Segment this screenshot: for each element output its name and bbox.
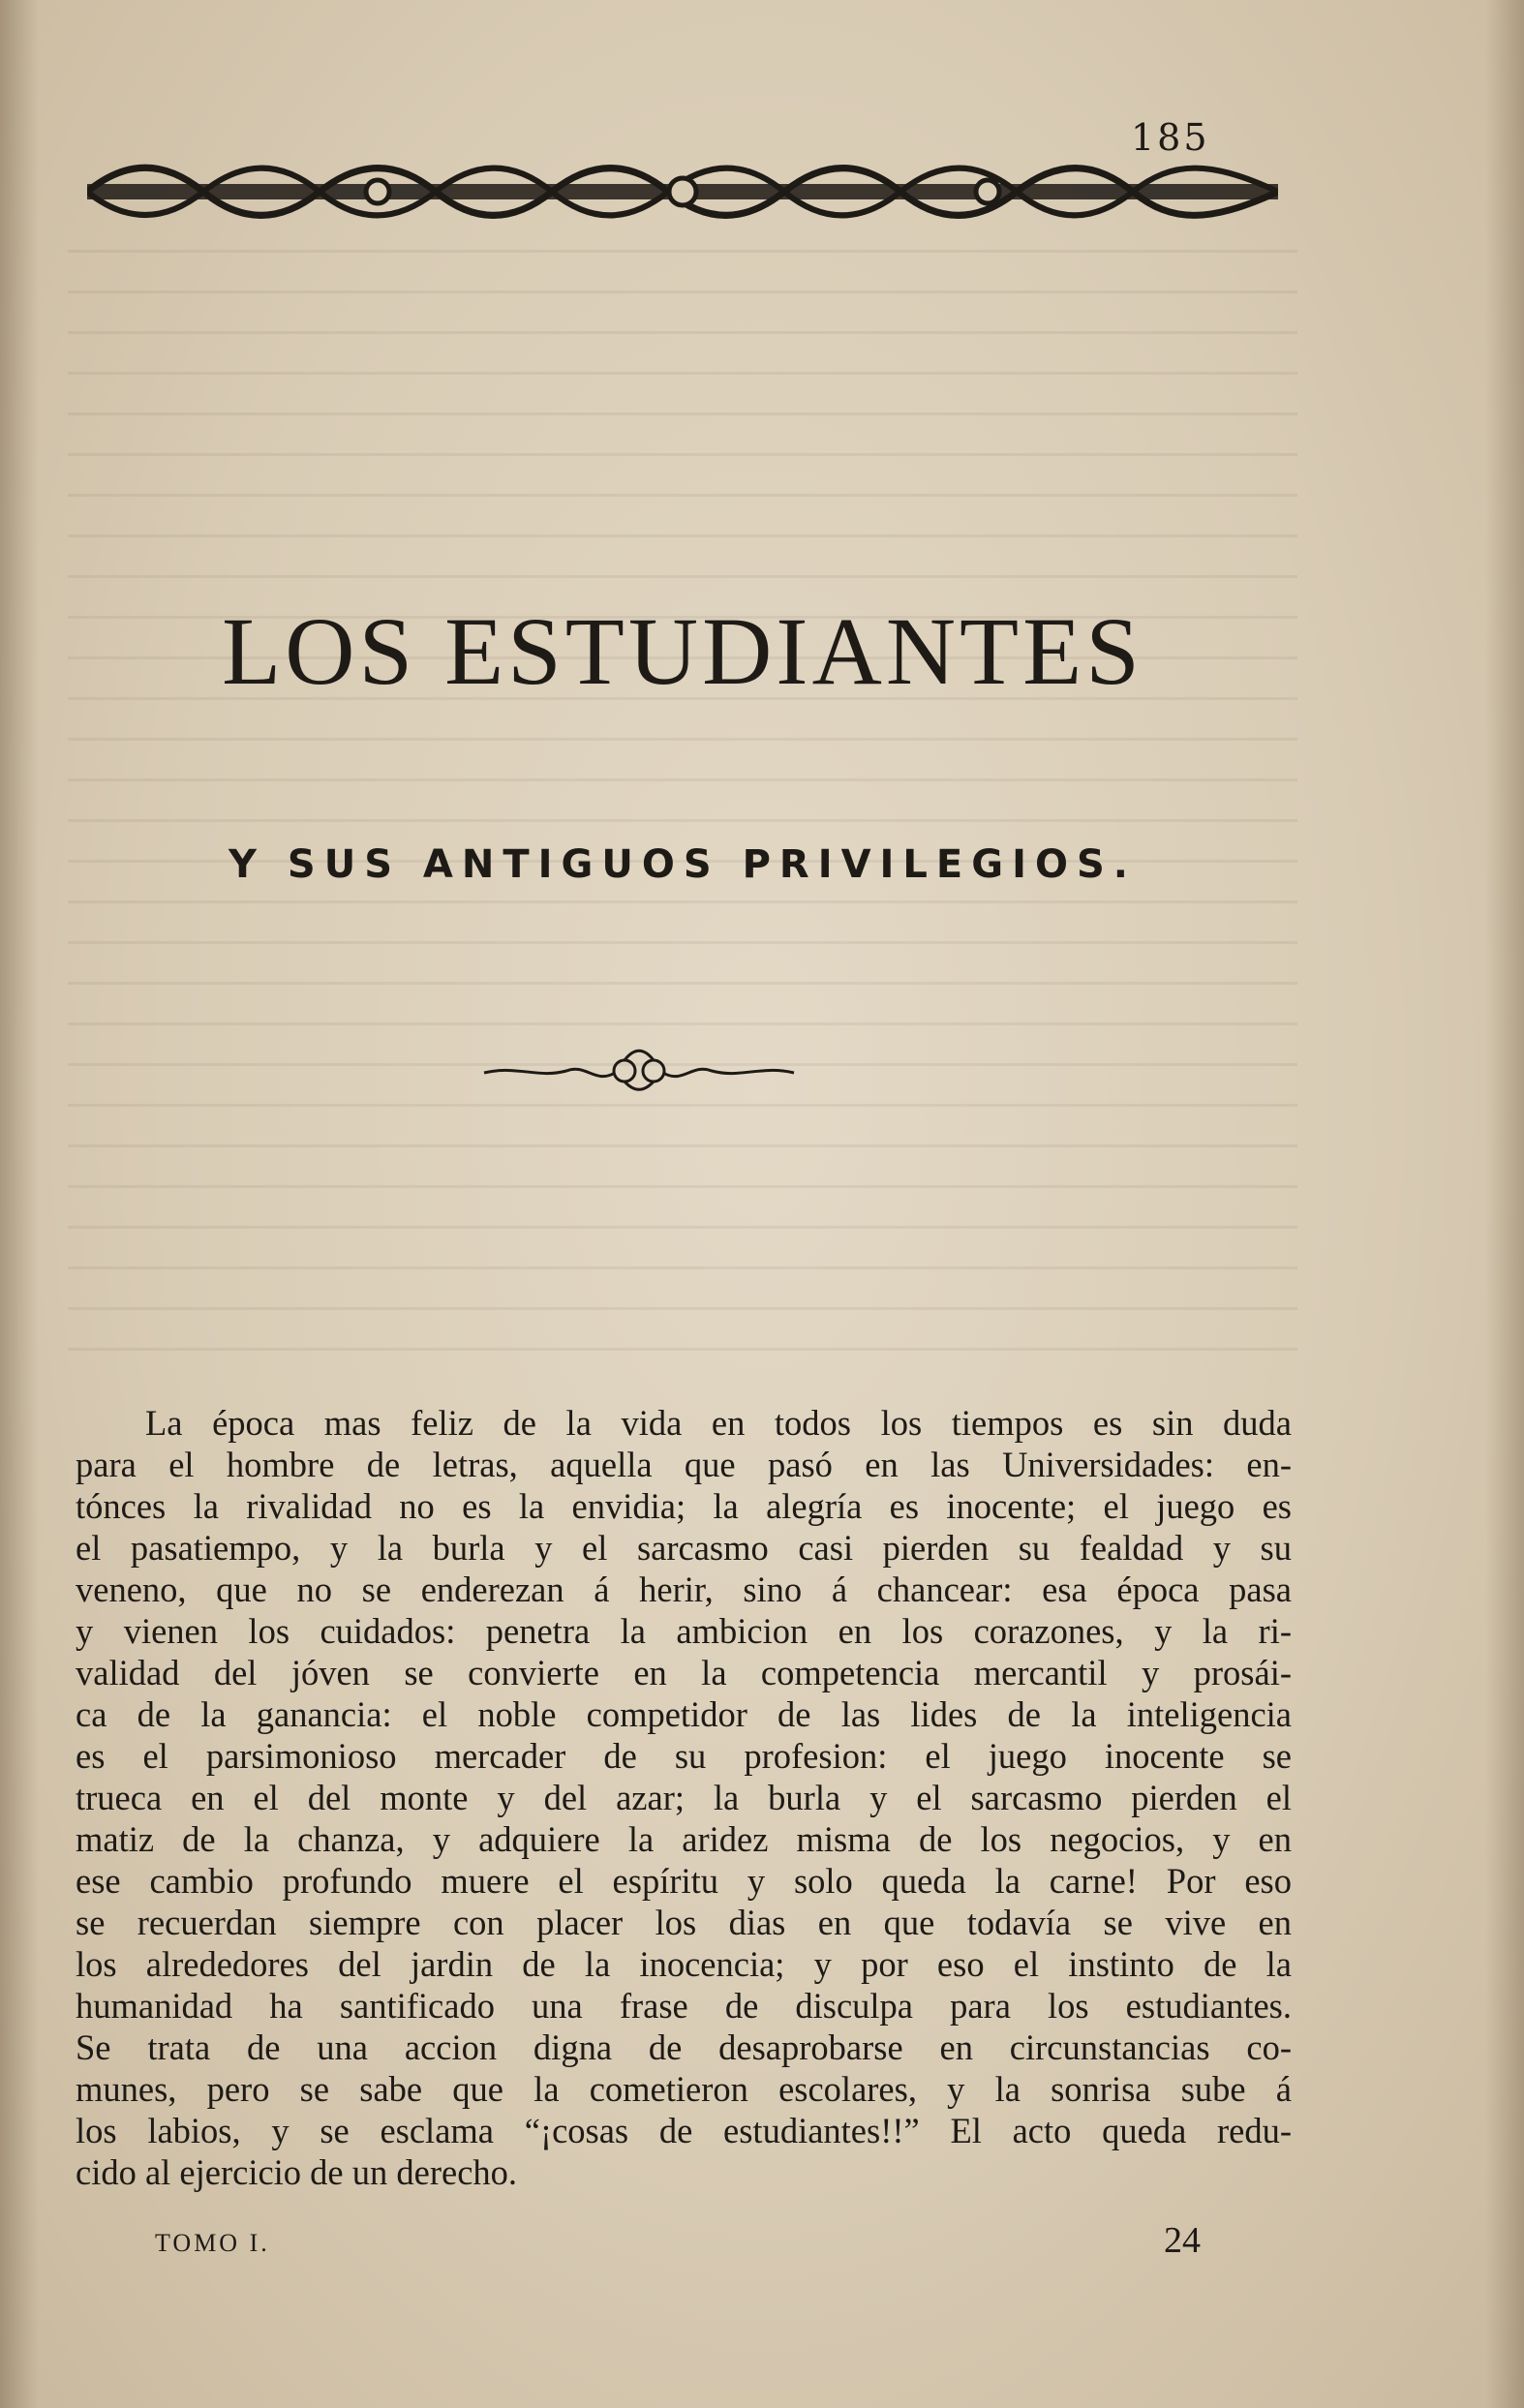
body-line: trueca en el del monte y del azar; la burla y el sarcasmo pierden el [76, 1778, 1292, 1817]
body-line: Se trata de una accion digna de desaprobarse en circunstancias co- [76, 2027, 1292, 2067]
page-number: 185 [1131, 116, 1210, 159]
body-line: el pasatiempo, y la burla y el sarcasmo casi pierden su fealdad y su [76, 1528, 1292, 1568]
flourish-ornament [479, 1046, 799, 1094]
body-line: La época mas feliz de la vida en todos los tiempos es sin duda [145, 1403, 1292, 1443]
body-line: veneno, que no se enderezan á herir, sino á chancear: esa época pasa [76, 1570, 1292, 1609]
body-line: tónces la rivalidad no es la envidia; la alegría es inocente; el juego es [76, 1486, 1292, 1526]
body-line: ese cambio profundo muere el espíritu y solo queda la carne! Por eso [76, 1861, 1292, 1901]
page-shadow-left [0, 0, 39, 2408]
ornament-band [87, 155, 1278, 232]
body-line: humanidad ha santificado una frase de disculpa para los estudiantes. [76, 1986, 1292, 2026]
body-line: los labios, y se esclama “¡cosas de estudiantes!!” El acto queda redu- [76, 2111, 1292, 2150]
body-line: y vienen los cuidados: penetra la ambicion en los corazones, y la ri- [76, 1611, 1292, 1651]
article-subtitle: Y SUS ANTIGUOS PRIVILEGIOS. [229, 842, 1137, 887]
article-body [76, 1402, 1292, 2193]
body-line: matiz de la chanza, y adquiere la aridez misma de los negocios, y en [76, 1819, 1292, 1859]
show-through-texture [68, 223, 1297, 1365]
signature-mark: 24 [1164, 2220, 1201, 2261]
article-title: LOS ESTUDIANTES [222, 597, 1143, 705]
body-line: se recuerdan siempre con placer los dias en que todavía se vive en [76, 1903, 1292, 1942]
body-line: los alrededores del jardin de la inocencia; y por eso el instinto de la [76, 1944, 1292, 1984]
body-line: validad del jóven se convierte en la competencia mercantil y prosái- [76, 1653, 1292, 1692]
volume-label: TOMO I. [155, 2229, 270, 2257]
body-line: munes, pero se sabe que la cometieron escolares, y la sonrisa sube á [76, 2069, 1292, 2109]
body-line: es el parsimonioso mercader de su profesion: el juego inocente se [76, 1736, 1292, 1776]
page-shadow-right [1485, 0, 1524, 2408]
body-line: cido al ejercicio de un derecho. [76, 2152, 518, 2192]
body-line: ca de la ganancia: el noble competidor de las lides de la inteligencia [76, 1694, 1292, 1734]
body-line: para el hombre de letras, aquella que pasó en las Universidades: en- [76, 1445, 1292, 1484]
